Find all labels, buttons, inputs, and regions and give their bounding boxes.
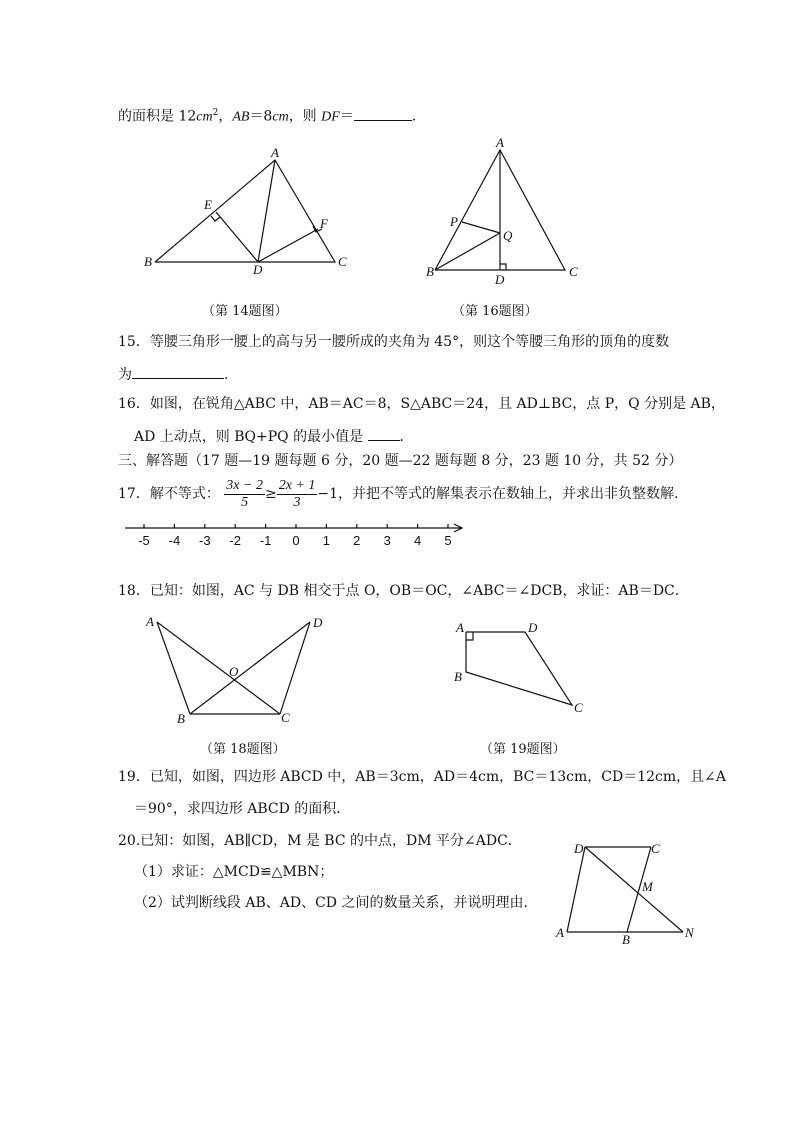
fraction-right: $\frac{2x + 1}{3}$ (278, 477, 316, 510)
figure-19 (450, 615, 590, 720)
q20-line2: （1）求证：△MCD≌△MBN； (134, 864, 334, 880)
figure-14 (140, 145, 370, 280)
number-line-tick-label: -3 (199, 533, 211, 548)
number-line-tick-label: -4 (168, 533, 181, 548)
fig19-label-b: B (454, 669, 462, 684)
fig19-caption: （第 19题图） (480, 742, 566, 757)
q19-line2: ＝90°，求四边形 ABCD 的面积． (134, 801, 351, 817)
answer-blank (368, 426, 400, 441)
fig18-label-b: B (177, 711, 185, 726)
fig14-label-d: D (253, 262, 263, 277)
fig14-label-c: C (338, 254, 347, 269)
q19-line1: 19．已知，如图，四边形 ABCD 中，AB＝3cm，AD＝4cm，BC＝13cm，CD＝12cm，且∠A (118, 769, 726, 785)
number-line-tick-label: 2 (353, 533, 361, 548)
fig18-label-d: D (313, 615, 323, 630)
q15-line2: 为 ． (118, 364, 238, 384)
number-line-tick-label: 3 (383, 533, 391, 548)
fig20-label-b: B (622, 932, 630, 947)
fig18-label-c: C (281, 710, 290, 725)
fig18-caption: （第 18题图） (200, 742, 286, 757)
answer-blank (132, 364, 224, 379)
fig16-label-c: C (569, 264, 578, 279)
figure-20 (550, 838, 700, 948)
fig16-label-b: B (426, 264, 434, 279)
fig16-caption: （第 16题图） (452, 304, 538, 319)
figure-18 (140, 612, 340, 727)
fig14-label-e: E (204, 197, 212, 212)
fig20-label-n: N (685, 925, 694, 940)
number-line-tick-label: -5 (138, 533, 150, 548)
number-line-tick-label: -1 (259, 533, 272, 548)
fig20-label-c: C (651, 841, 660, 856)
number-line-tick-label: 5 (444, 533, 452, 548)
fig20-label-m: M (642, 879, 653, 894)
q14-continuation: 的面积是 $12cm^2$，AB＝8cm，则 DF＝ ． (118, 104, 426, 127)
number-line-tick-label: 4 (413, 533, 422, 548)
fig20-label-a: A (556, 925, 564, 940)
fig14-label-b: B (144, 254, 152, 269)
fig14-label-f: F (320, 216, 328, 231)
q20-line3: （2）试判断线段 AB、AD、CD 之间的数量关系，并说明理由． (134, 895, 538, 911)
q20-line1: 20.已知：如图，AB∥CD，M 是 BC 的中点，DM 平分∠ADC． (118, 833, 522, 849)
fig14-label-a: A (271, 145, 279, 160)
fraction-left: $\frac{3x - 2}{5}$ (226, 477, 263, 510)
fig16-label-a: A (496, 135, 504, 150)
number-line-tick-label: -2 (229, 533, 241, 548)
fig20-label-d: D (574, 841, 584, 856)
q18-text: 18．已知：如图，AC 与 DB 相交于点 O，OB＝OC，∠ABC＝∠DCB，求证：AB＝DC． (118, 583, 689, 599)
section-3-heading: 三、解答题（17 题—19 题每题 6 分，20 题—22 题每题 8 分，23 题 10 分，共 52 分） (118, 453, 683, 469)
fig16-label-q: Q (503, 228, 513, 243)
fig19-label-a: A (456, 620, 464, 635)
answer-blank (354, 106, 412, 121)
fig16-label-d: D (495, 272, 505, 287)
fig19-label-c: C (574, 700, 583, 715)
fig18-label-o: O (229, 664, 239, 679)
number-line-tick-label: 0 (292, 533, 300, 548)
q17: 17．解不等式： $\frac{3x - 2}{5}$ ≥ $\frac{2x + 1}{3}$ −1，并把不等式的解集表示在数轴上，并求出非负整数解. (118, 477, 679, 510)
figure-16 (420, 135, 590, 290)
fig18-label-a: A (146, 614, 154, 629)
q16-line1: 16．如图，在锐角△ABC 中，AB＝AC＝8，S△ABC＝24，且 AD⊥BC，点 P，Q 分别是 AB， (118, 396, 725, 412)
fig19-label-d: D (528, 620, 538, 635)
number-line (120, 518, 470, 550)
q15-line1: 15．等腰三角形一腰上的高与另一腰所成的夹角为 45°，则这个等腰三角形的顶角的度数 (118, 334, 670, 350)
q16-line2: AD 上动点，则 BQ+PQ 的最小值是 ． (134, 426, 414, 446)
fig16-label-p: P (450, 214, 458, 229)
number-line-tick-label: 1 (322, 533, 331, 548)
fig14-caption: （第 14题图） (202, 304, 288, 319)
